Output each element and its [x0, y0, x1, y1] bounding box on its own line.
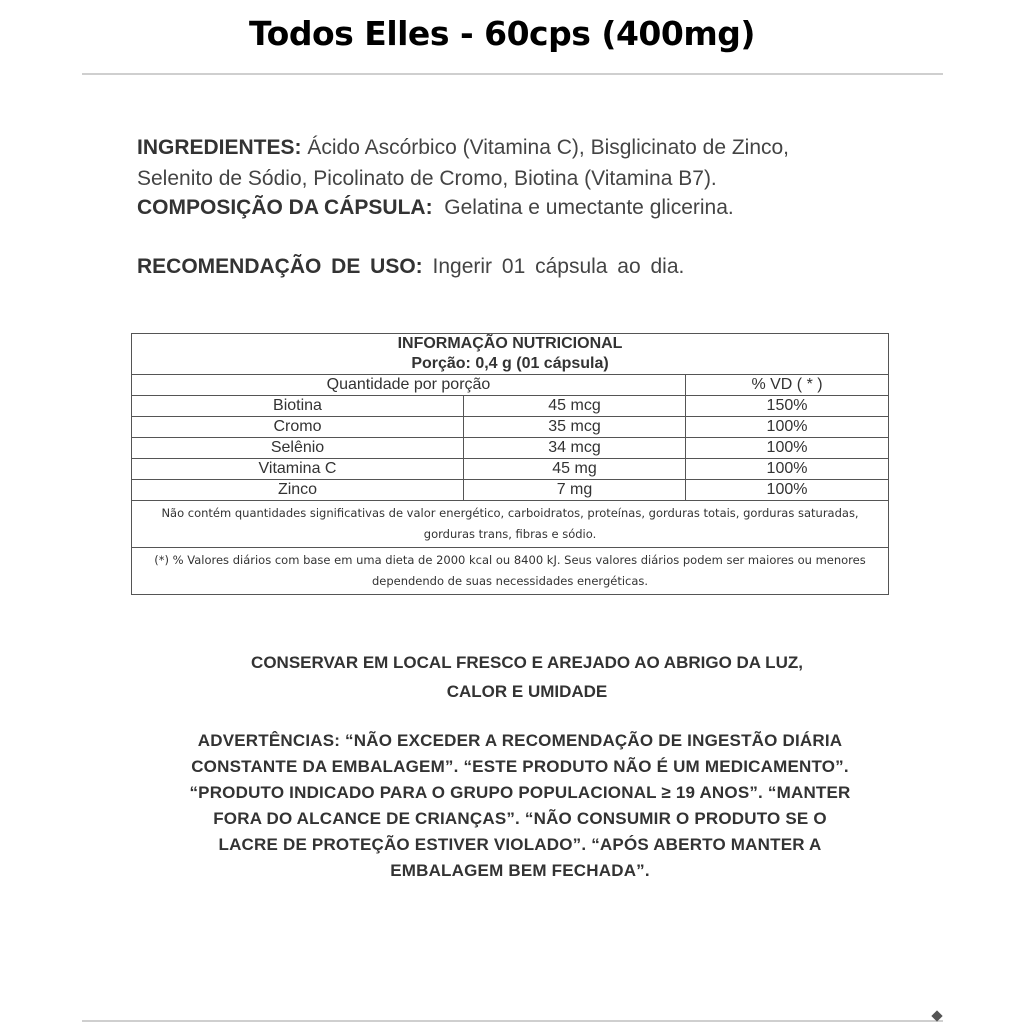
table-row [132, 417, 889, 438]
ingredients-text-2: Selenito de Sódio, Picolinato de Cromo, Biotina (Vitamina B7). [137, 167, 717, 190]
ingredients-label: INGREDIENTES: [137, 136, 302, 159]
ingredients-section [137, 132, 917, 222]
nutrition-footnote-daily-values: (*) % Valores diários com base em uma dieta de 2000 kcal ou 8400 kJ. Seus valores diários podem ser maiores ou menores dependendo de suas necessidades energéticas. [132, 548, 889, 595]
warnings-line-3: “PRODUTO INDICADO PARA O GRUPO POPULACIONAL ≥ 19 ANOS”. “MANTER [189, 783, 851, 802]
capsule-label: COMPOSIÇÃO DA CÁPSULA: [137, 196, 433, 219]
nutrient-vd: 100% [686, 438, 889, 459]
nutrition-table [131, 333, 889, 595]
nutrition-note-insignificant: Não contém quantidades significativas de valor energético, carboidratos, proteínas, gorduras totais, gorduras saturadas, gorduras trans, fibras e sódio. [132, 501, 889, 548]
nutrient-name: Vitamina C [132, 459, 464, 480]
top-divider [82, 73, 943, 75]
capsule-composition [137, 194, 917, 222]
nutrient-amount: 35 mcg [464, 417, 686, 438]
page-title: Todos Elles - 60cps (400mg) [249, 14, 755, 53]
storage-instructions [212, 648, 842, 706]
nutrient-vd: 150% [686, 396, 889, 417]
warnings-line-6: EMBALAGEM BEM FECHADA”. [390, 861, 650, 880]
storage-line-2: CALOR E UMIDADE [446, 682, 608, 701]
nutrition-header-row [132, 334, 889, 375]
column-vd-header: % VD ( * ) [686, 375, 889, 396]
nutrient-amount: 45 mg [464, 459, 686, 480]
nutrition-header [132, 334, 889, 375]
table-row [132, 459, 889, 480]
nutrient-name: Zinco [132, 480, 464, 501]
nutrition-title: INFORMAÇÃO NUTRICIONAL [397, 335, 623, 352]
recommendation-label: RECOMENDAÇÃO DE USO: [137, 255, 423, 278]
nutrition-footnote-row [132, 548, 889, 595]
usage-recommendation [137, 253, 917, 281]
warnings-line-4: FORA DO ALCANCE DE CRIANÇAS”. “NÃO CONSUMIR O PRODUTO SE O [213, 809, 827, 828]
nutrient-amount: 45 mcg [464, 396, 686, 417]
nutrient-amount: 34 mcg [464, 438, 686, 459]
nutrient-vd: 100% [686, 417, 889, 438]
ingredients-line-1 [137, 132, 917, 163]
storage-line-1: CONSERVAR EM LOCAL FRESCO E AREJADO AO ABRIGO DA LUZ, [251, 653, 803, 672]
nutrient-name: Biotina [132, 396, 464, 417]
column-quantity-header: Quantidade por porção [132, 375, 686, 396]
table-row [132, 438, 889, 459]
nutrient-vd: 100% [686, 480, 889, 501]
warnings-section [160, 728, 880, 884]
nutrition-note-row [132, 501, 889, 548]
table-row [132, 480, 889, 501]
recommendation-value: Ingerir 01 cápsula ao dia. [432, 255, 685, 278]
warnings-line-5: LACRE DE PROTEÇÃO ESTIVER VIOLADO”. “APÓS ABERTO MANTER A [218, 835, 822, 854]
bottom-divider [82, 1020, 943, 1022]
ingredients-text-1: Ácido Ascórbico (Vitamina C), Bisglicinato de Zinco, [307, 136, 790, 159]
nutrient-amount: 7 mg [464, 480, 686, 501]
nutrition-portion: Porção: 0,4 g (01 cápsula) [411, 355, 609, 372]
nutrient-vd: 100% [686, 459, 889, 480]
warnings-line-1: ADVERTÊNCIAS: “NÃO EXCEDER A RECOMENDAÇÃO DE INGESTÃO DIÁRIA [197, 731, 843, 750]
nutrient-name: Selênio [132, 438, 464, 459]
nutrition-column-headers [132, 375, 889, 396]
nutrient-name: Cromo [132, 417, 464, 438]
capsule-value: Gelatina e umectante glicerina. [444, 196, 734, 219]
table-row [132, 396, 889, 417]
warnings-line-2: CONSTANTE DA EMBALAGEM”. “ESTE PRODUTO NÃO É UM MEDICAMENTO”. [191, 757, 849, 776]
